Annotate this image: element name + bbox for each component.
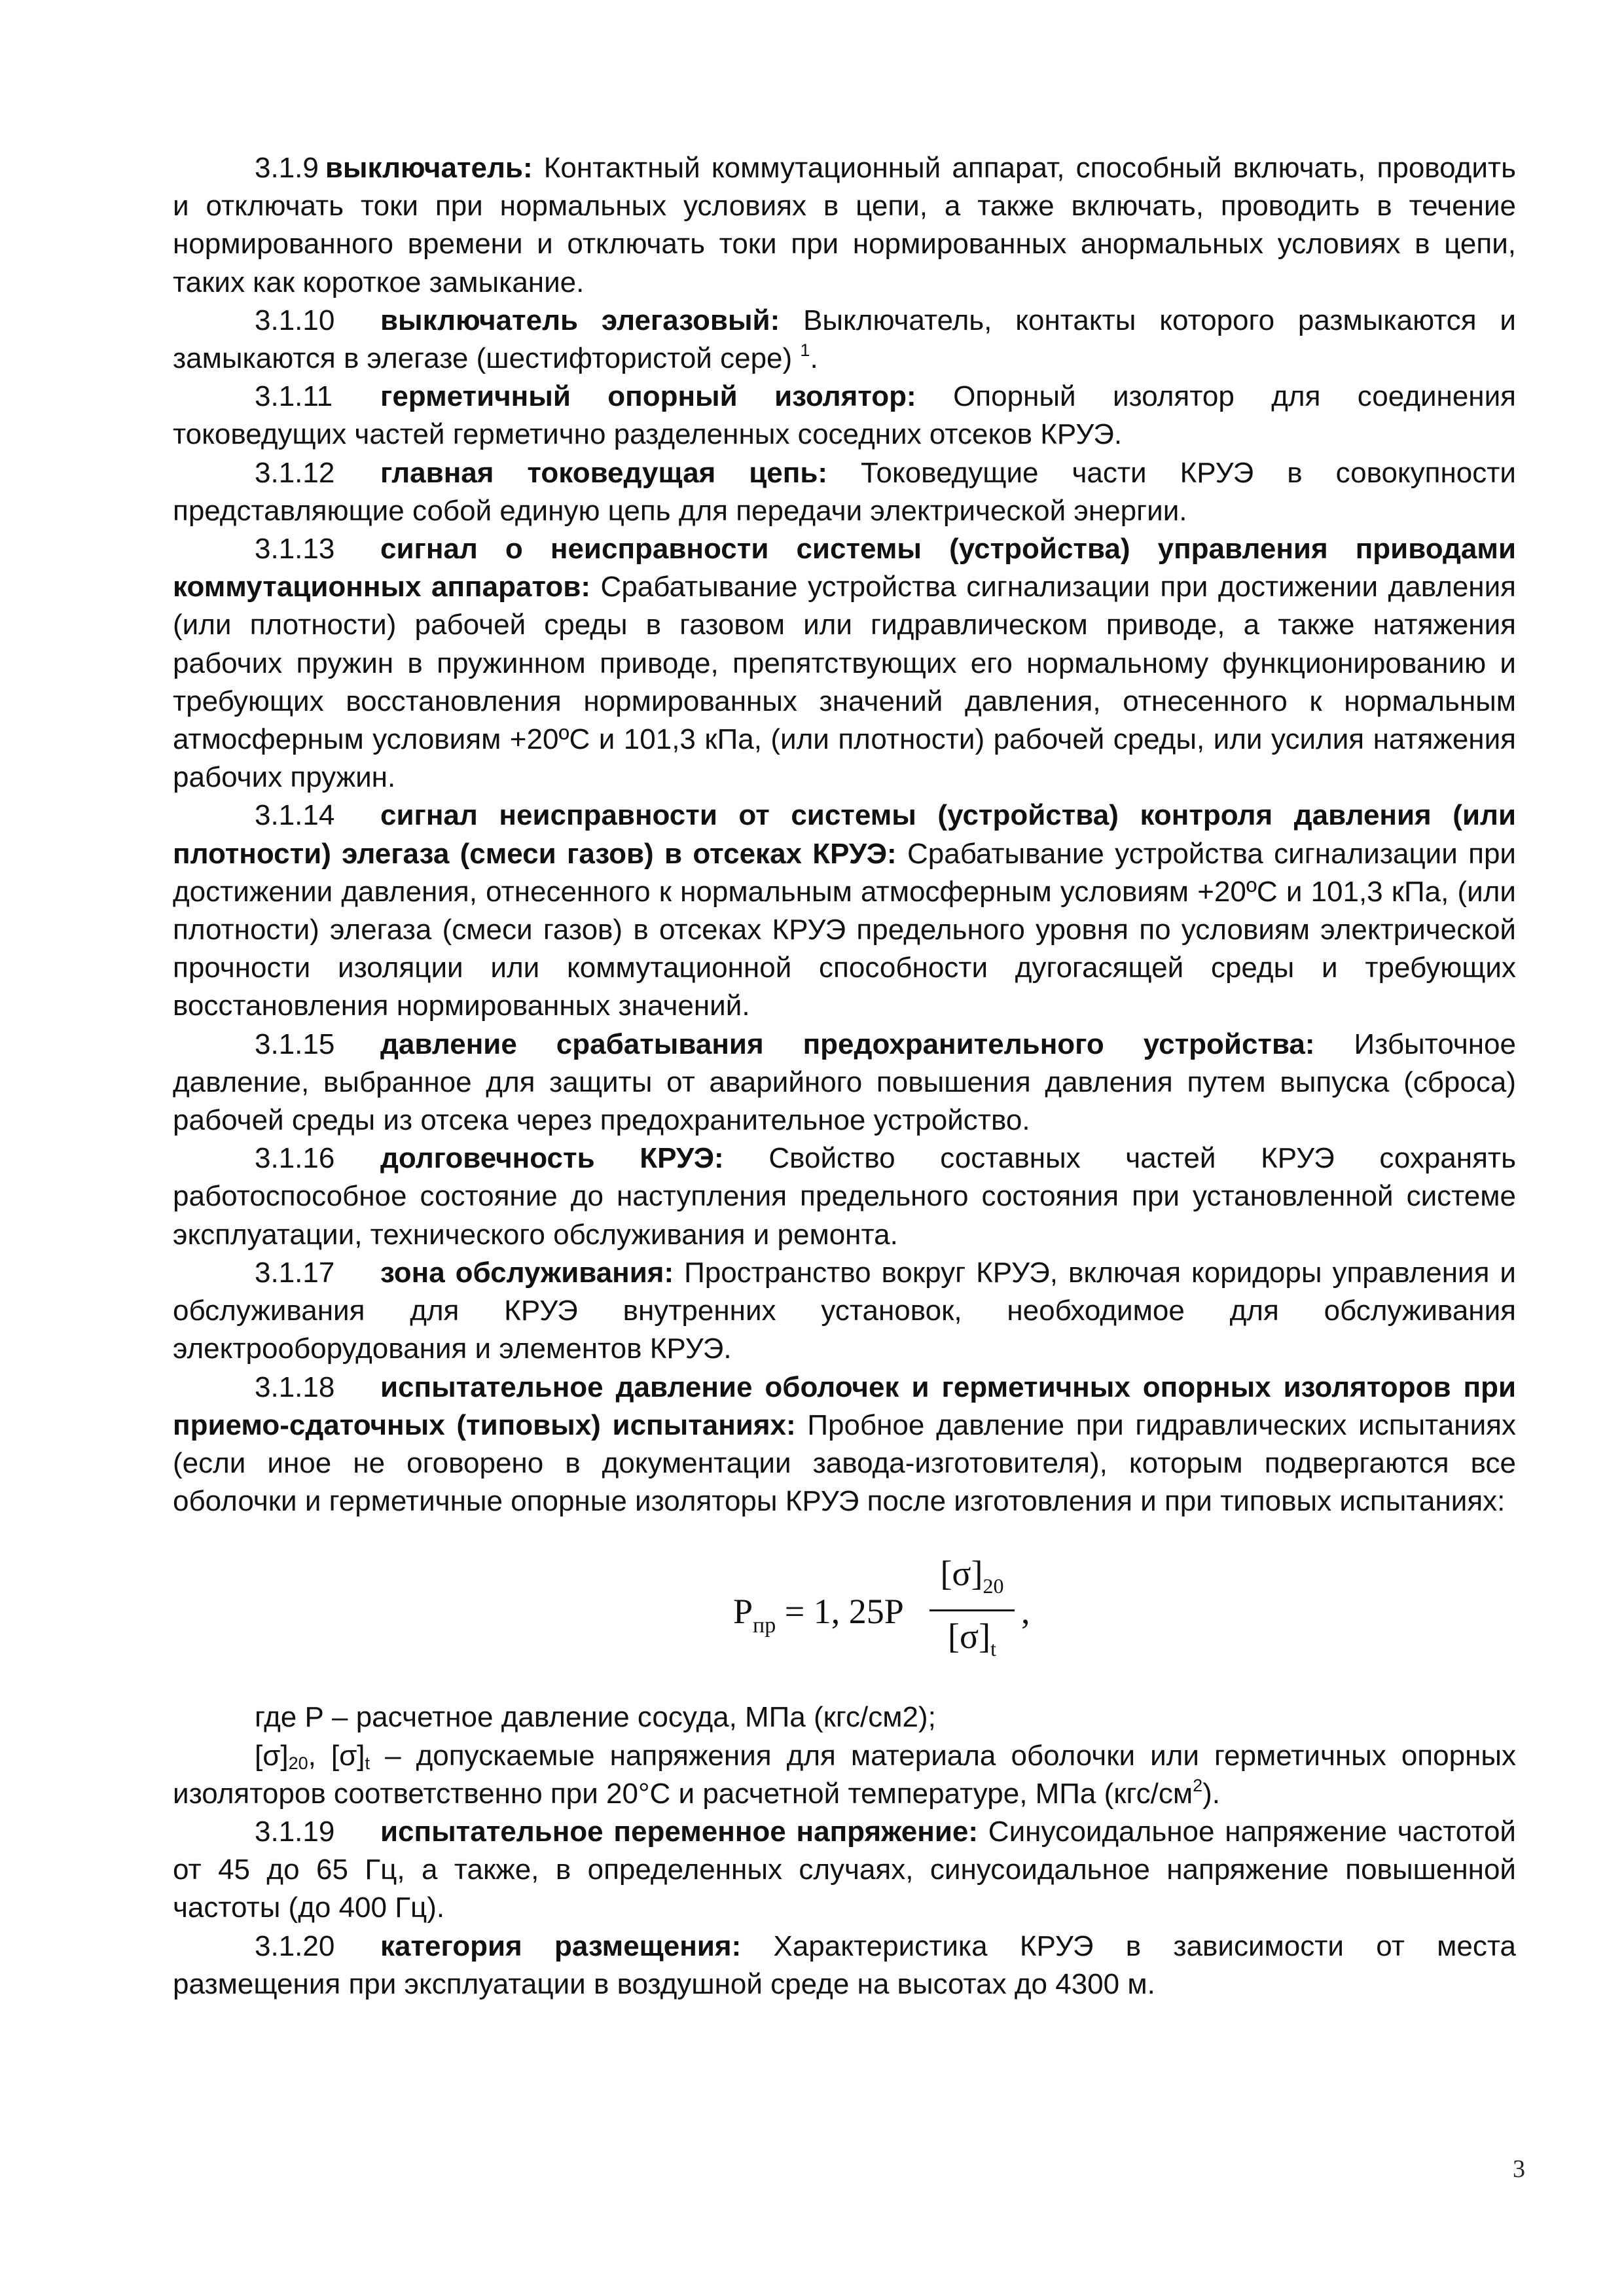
paragraph-3-1-17: [173, 1254, 1516, 1369]
paragraph-3-1-13: [173, 530, 1516, 797]
term-definition: Выключатель, контакты которого размыкаются и замыкаются в элегазе (шестифтористой сере): [173, 304, 1516, 375]
where-end: ).: [1202, 1777, 1220, 1810]
term-definition: Срабатывание устройства сигнализации при достижении давления (или плотности) рабочей среды в газовом или гидравлическом приводе, а также натяжения рабочих пружин в пружинном приводе, препятствующих его нормальному функционированию и требующих восстановления нормированных значений давления, отнесенного к нормальным атмосферным условиям +20ºС и 101,3 кПа, (или плотности) рабочей среды, или усилия натяжения рабочих пружин.: [173, 571, 1516, 794]
term-heading: главная токоведущая цепь:: [380, 456, 828, 489]
clause-number: 3.1.13: [255, 533, 335, 565]
sigma-subscript: 20: [288, 1753, 308, 1773]
formula-numerator: [929, 1554, 1015, 1597]
sigma-symbol-2: , [σ]: [308, 1739, 365, 1772]
clause-number: 3.1.11: [255, 380, 333, 413]
formula-lhs: [733, 1592, 904, 1636]
term-definition: Токоведущие части КРУЭ в совокупности представляющие собой единую цепь для передачи электрической энергии.: [173, 456, 1516, 527]
term-heading: категория размещения:: [380, 1929, 742, 1962]
clause-number: 3.1.15: [255, 1028, 335, 1060]
term-heading: герметичный опорный изолятор:: [380, 380, 916, 413]
paragraph-3-1-18: [173, 1369, 1516, 1521]
paragraph-3-1-11: [173, 378, 1516, 454]
clause-number: 3.1.12: [255, 456, 335, 489]
page-number: 3: [1513, 2155, 1525, 2183]
formula-block: [173, 1520, 1516, 1698]
paragraph-3-1-9: [173, 149, 1516, 302]
term-heading: выключатель:: [325, 152, 533, 184]
unit-superscript: 2: [1193, 1775, 1203, 1795]
term-heading: зона обслуживания:: [380, 1256, 674, 1289]
fraction-bar: [929, 1609, 1015, 1611]
term-heading: сигнал о неисправности системы (устройства) управления приводами коммутационных аппаратов:: [173, 533, 1516, 603]
denominator-subscript: t: [990, 1637, 996, 1661]
term-definition: Опорный изолятор для соединения токоведущих частей герметично разделенных соседних отсеков КРУЭ.: [173, 380, 1516, 451]
term-heading: испытательное переменное напряжение:: [380, 1815, 978, 1848]
clause-number: 3.1.19: [255, 1815, 335, 1848]
term-definition: Синусоидальное напряжение частотой от 45 до 65 Гц, а также, в определенных случаях, синусоидальное напряжение повышенной частоты (до 400 Гц).: [173, 1815, 1516, 1924]
clause-number: 3.1.17: [255, 1256, 335, 1289]
term-definition-end: .: [810, 342, 818, 375]
footnote-marker: 1: [800, 340, 810, 361]
body-text: [173, 149, 1516, 2003]
term-heading: испытательное давление оболочек и герметичных опорных изоляторов при приемо-сдаточных (типовых) испытаниях:: [173, 1371, 1516, 1441]
paragraph-3-1-14: [173, 797, 1516, 1025]
formula-denominator: [936, 1617, 1008, 1660]
paragraph-3-1-19: [173, 1813, 1516, 1928]
sigma-symbol: [σ]: [255, 1739, 289, 1772]
term-definition: Избыточное давление, выбранное для защиты от аварийного повышения давления путем выпуска (сброса) рабочей среды из отсека через предохранительное устройство.: [173, 1028, 1516, 1137]
term-heading: сигнал неисправности от системы (устройства) контроля давления (или плотности) элегаза (смеси газов) в отсеках КРУЭ:: [173, 799, 1516, 870]
where-line-2: [173, 1737, 1516, 1813]
term-definition: Пространство вокруг КРУЭ, включая коридоры управления и обслуживания для КРУЭ внутренних установок, необходимое для обслуживания электрооборудования и элементов КРУЭ.: [173, 1256, 1516, 1365]
clause-number: 3.1.16: [255, 1142, 335, 1175]
term-definition: Характеристика КРУЭ в зависимости от места размещения при эксплуатации в воздушной среде на высотах до 4300 м.: [173, 1929, 1517, 2000]
paragraph-3-1-20: [173, 1928, 1516, 2003]
term-definition: Свойство составных частей КРУЭ сохранять работоспособное состояние до наступления предельного состояния при установленной системе эксплуатации, технического обслуживания и ремонта.: [173, 1142, 1516, 1251]
clause-number: 3.1.9: [255, 152, 319, 184]
term-definition: Контактный коммутационный аппарат, способный включать, проводить и отключать токи при нормальных условиях в цепи, а также включать, проводить в течение нормированного времени и отключать токи при нормированных анормальных условиях в цепи, таких как короткое замыкание.: [173, 152, 1516, 298]
paragraph-3-1-12: [173, 454, 1516, 530]
where-explanation: – допускаемые напряжения для материала оболочки или герметичных опорных изоляторов соответственно при 20°С и расчетной температуре, МПа (кгс/см: [173, 1739, 1516, 1810]
formula-comma: ,: [1021, 1592, 1030, 1632]
clause-number: 3.1.20: [255, 1929, 335, 1962]
term-heading: долговечность КРУЭ:: [380, 1142, 724, 1175]
numerator-symbol: [σ]: [940, 1554, 983, 1594]
numerator-subscript: 20: [983, 1574, 1004, 1598]
sigma-subscript-2: t: [365, 1753, 370, 1773]
term-heading: давление срабатывания предохранительного устройства:: [380, 1028, 1315, 1060]
clause-number: 3.1.18: [255, 1371, 335, 1403]
paragraph-3-1-10: [173, 302, 1516, 378]
clause-number: 3.1.10: [255, 304, 335, 336]
term-definition: Срабатывание устройства сигнализации при достижении давления, отнесенного к нормальным атмосферным условиям +20ºС и 101,3 кПа, (или плотности) элегаза (смеси газов) в отсеках КРУЭ предельного уровня по условиям электрической прочности изоляции или коммутационной способности дугогасящей среды и требующих восстановления нормированных значений.: [173, 837, 1517, 1022]
denominator-symbol: [σ]: [948, 1617, 991, 1657]
term-definition: Пробное давление при гидравлических испытаниях (если иное не оговорено в документации завода-изготовителя), которым подвергаются все оболочки и герметичные опорные изоляторы КРУЭ после изготовления и при типовых испытаниях:: [173, 1408, 1516, 1518]
formula-subscript: пр: [753, 1613, 776, 1638]
formula-coefficient: = 1, 25P: [784, 1592, 904, 1632]
where-line-1: где Р – расчетное давление сосуда, МПа (кгс/см2);: [255, 1701, 936, 1734]
paragraph-3-1-15: [173, 1026, 1516, 1140]
formula-symbol-p: P: [733, 1592, 753, 1632]
clause-number: 3.1.14: [255, 799, 335, 832]
paragraph-3-1-16: [173, 1139, 1516, 1254]
term-heading: выключатель элегазовый:: [380, 304, 780, 336]
